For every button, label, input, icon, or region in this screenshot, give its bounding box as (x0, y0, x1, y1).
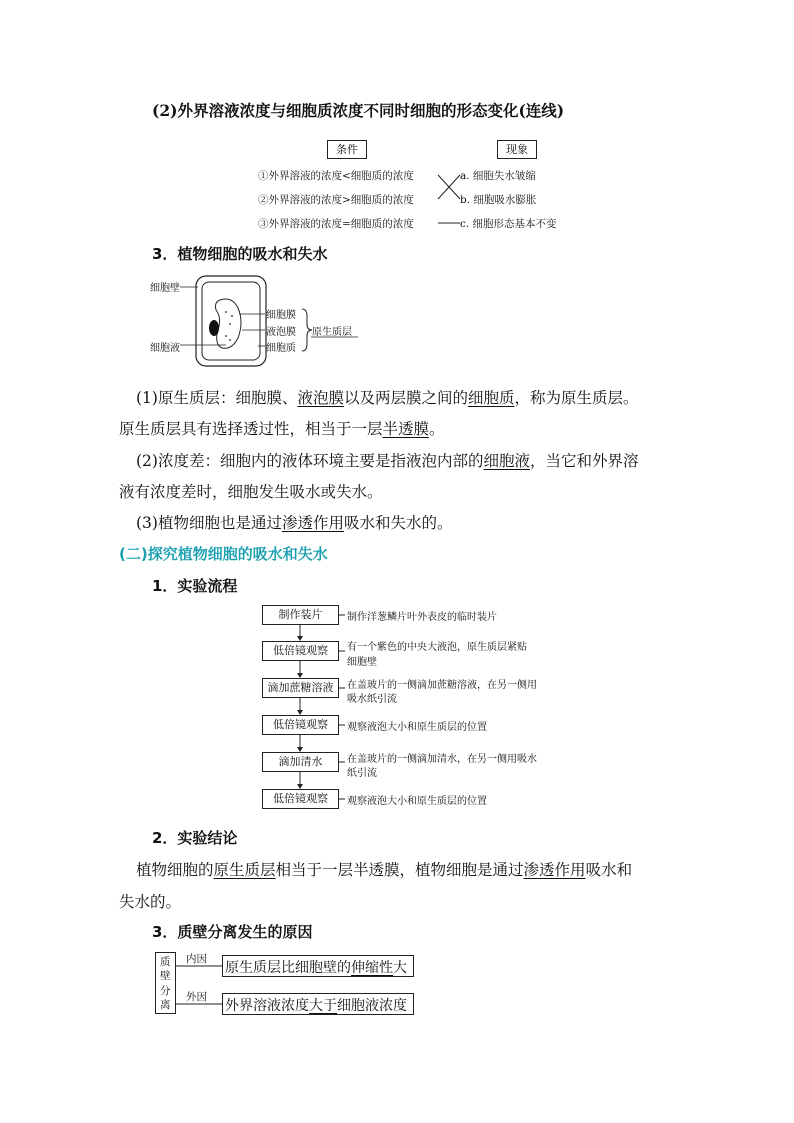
external-cause-label: 外因 (186, 991, 207, 1003)
label-cell-wall: 细胞壁 (150, 283, 180, 294)
flow-step-4: 低倍镜观察 (262, 715, 339, 735)
external-cause-text: 外界溶液浓度大于细胞液浓度 (225, 998, 407, 1014)
section-heading: (2)外界溶液浓度与细胞质浓度不同时细胞的形态变化(连线) (152, 101, 565, 120)
phenomenon-label-box: 现象 (497, 140, 537, 159)
paragraph-3: (3)植物细胞也是通过渗透作用吸水和失水的。 (136, 514, 453, 532)
root-char-2: 壁 (160, 970, 171, 982)
conclusion-line-1: 植物细胞的原生质层相当于一层半透膜，植物细胞是通过渗透作用吸水和 (136, 861, 633, 879)
subheading-water-uptake: 3．植物细胞的吸水和失水 (152, 245, 328, 263)
root-char-1: 质 (160, 956, 171, 968)
flow-desc-3: 在盖玻片的一侧滴加蔗糖溶液，在另一侧用 (347, 680, 537, 691)
label-cell-sap: 细胞液 (150, 343, 180, 354)
paragraph-1-line-1: (1)原生质层：细胞膜、液泡膜以及两层膜之间的细胞质，称为原生质层。 (136, 389, 639, 407)
phenomenon-c: c. 细胞形态基本不变 (460, 218, 557, 230)
label-cytoplasm: 细胞质 (266, 343, 296, 354)
paragraph-2-line-2: 液有浓度差时，细胞发生吸水或失水。 (119, 483, 383, 501)
condition-2: ②外界溶液的浓度>细胞质的浓度 (258, 194, 414, 206)
condition-label-box: 条件 (327, 140, 367, 159)
label-cell-membrane: 细胞膜 (266, 310, 296, 321)
root-char-3: 分 (160, 985, 171, 997)
label-protoplast: 原生质层 (312, 327, 352, 338)
flow-desc-2: 有一个紫色的中央大液泡，原生质层紧贴 (347, 642, 527, 653)
flow-step-3: 滴加蔗糖溶液 (262, 678, 339, 698)
subheading-experiment-flow: 1．实验流程 (152, 577, 238, 595)
paragraph-2-line-1: (2)浓度差：细胞内的液体环境主要是指液泡内部的细胞液，当它和外界溶 (136, 452, 639, 470)
phenomenon-a: a. 细胞失水皱缩 (460, 170, 536, 182)
conclusion-line-2: 失水的。 (119, 893, 182, 911)
flow-desc-3b: 吸水纸引流 (347, 694, 397, 705)
flow-desc-4: 观察液泡大小和原生质层的位置 (347, 722, 487, 733)
condition-1: ①外界溶液的浓度<细胞质的浓度 (258, 170, 414, 182)
internal-cause-label: 内因 (186, 953, 207, 965)
internal-cause-text: 原生质层比细胞壁的伸缩性大 (225, 960, 407, 976)
flow-step-6: 低倍镜观察 (262, 789, 339, 809)
flow-desc-2b: 细胞壁 (347, 657, 377, 668)
flow-desc-1: 制作洋葱鳞片叶外表皮的临时装片 (347, 612, 497, 623)
flow-step-5: 滴加清水 (262, 752, 339, 772)
phenomenon-b: b. 细胞吸水膨胀 (460, 194, 537, 206)
root-char-4: 离 (160, 999, 171, 1011)
flow-desc-6: 观察液泡大小和原生质层的位置 (347, 796, 487, 807)
condition-3: ③外界溶液的浓度=细胞质的浓度 (258, 218, 414, 230)
subheading-conclusion: 2．实验结论 (152, 829, 238, 847)
subheading-plasmolysis-cause: 3．质壁分离发生的原因 (152, 923, 313, 941)
flow-step-2: 低倍镜观察 (262, 641, 339, 661)
flow-desc-5b: 纸引流 (347, 768, 377, 779)
part-heading: (二)探究植物细胞的吸水和失水 (119, 545, 328, 563)
paragraph-1-line-2: 原生质层具有选择透过性，相当于一层半透膜。 (119, 420, 445, 438)
flow-desc-5: 在盖玻片的一侧滴加清水，在另一侧用吸水 (347, 754, 537, 765)
flow-step-1: 制作装片 (262, 605, 339, 625)
label-tonoplast: 液泡膜 (266, 327, 296, 338)
